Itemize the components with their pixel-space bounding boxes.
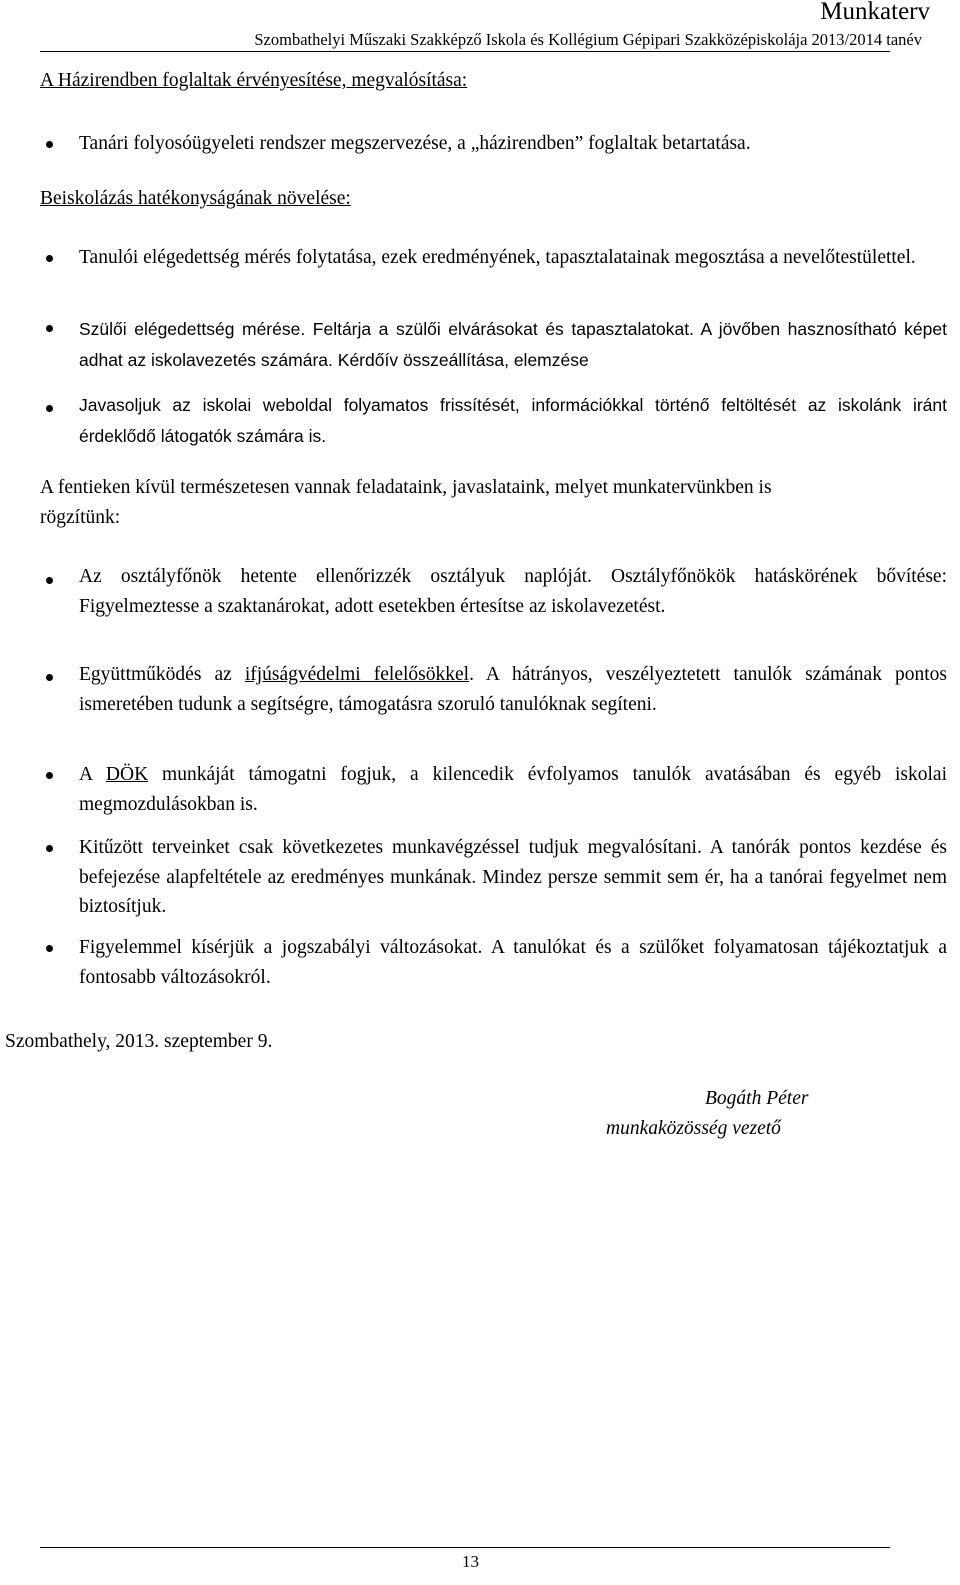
page-number: 13 [462,1552,479,1571]
bullet-icon [46,845,53,852]
bullet-icon [46,674,53,681]
beiskolazas-item-1: Tanulói elégedettség mérés folytatása, ezek eredményének, tapasztalatainak megosztása a nevelőtestülettel. [79,247,916,268]
school-subtitle: Szombathelyi Műszaki Szakképző Iskola és Kollégium Gépipari Szakközépiskolája 2013/2014 tanév [254,30,922,49]
ifjusagvedelmi-link[interactable]: ifjúságvédelmi felelősökkel [244,664,470,685]
bullet-icon [46,945,53,952]
egyuttmukodes-text-b: . A hátrányos, veszélyeztetett tanulók számának pontos ismeretében tudunk a segítségre, támogatásra szoruló tanulóknak segíteni. [79,664,948,715]
beiskolazas-item-2-text: Szülői elégedettség mérése. Feltárja a szülői elvárásokat és tapasztalatokat. A jövőben hasznosítható képet adhat az iskolavezetés számára. [79,319,947,370]
egyuttmukodes-item [79,660,947,719]
signature-role: munkaközösség vezető [606,1118,781,1139]
hazirend-heading: A Házirendben foglaltak érvényesítése, megvalósítása: [40,70,468,91]
signature-name: Bogáth Péter [705,1088,809,1109]
beiskolazas-heading: Beiskolázás hatékonyságának növelése: [40,188,351,209]
dok-text-b: munkáját támogatni fogjuk, a kilencedik évfolyamos tanulók avatásában és egyéb iskolai megmozdulásokban is. [79,764,947,815]
bullet-icon [46,325,53,332]
dok-link[interactable]: DÖK [105,764,149,785]
hazirend-item: Tanári folyosóügyeleti rendszer megszervezése, a „házirendben” foglaltak betartatása. [79,133,751,154]
header-divider [40,51,890,52]
bullet-icon [46,577,53,584]
beiskolazas-item-2 [79,314,947,376]
bullet-icon [46,405,53,412]
dok-text-a: A [79,764,106,785]
figyelem-item: Figyelemmel kísérjük a jogszabályi változásokat. A tanulókat és a szülőket folyamatosan tájékoztatjuk a fontosabb változásokról. [79,937,947,988]
bullet-icon [46,141,53,148]
osztalyfonok-item: Az osztályfőnök hetente ellenőrizzék osztályuk naplóját. Osztályfőnökök hatáskörének bővítése: Figyelmeztesse a szaktanárokat, adott esetekben értesítse az iskolavezetést. [79,566,947,617]
beiskolazas-item-2-tail: Kérdőív összeállítása, elemzése [337,350,589,370]
bullet-icon [46,772,53,779]
egyuttmukodes-text-a: Együttműködés az [79,664,245,685]
dok-item [79,760,947,819]
beiskolazas-item-3-text: Javasoljuk az iskolai weboldal folyamatos frissítését, információkkal történő feltöltését az iskolánk iránt érdeklődő látogatók számára is. [79,395,947,446]
beiskolazas-item-3 [79,390,947,452]
signature-date: Szombathely, 2013. szeptember 9. [5,1031,273,1052]
footer-divider [40,1547,890,1548]
kituzott-item: Kitűzött terveinket csak következetes munkavégzéssel tudjuk megvalósítani. A tanórák pontos kezdése és befejezése alapfeltétele az eredményes munkának. Mindez persze semmit sem ér, ha a tanórai fegyelmet nem biztosítjuk. [79,837,947,917]
bullet-icon [46,255,53,262]
document-title: Munkaterv [820,0,930,25]
intro-paragraph: A fentieken kívül természetesen vannak feladataink, javaslataink, melyet munkatervünkben is rögzítünk: [40,477,772,528]
